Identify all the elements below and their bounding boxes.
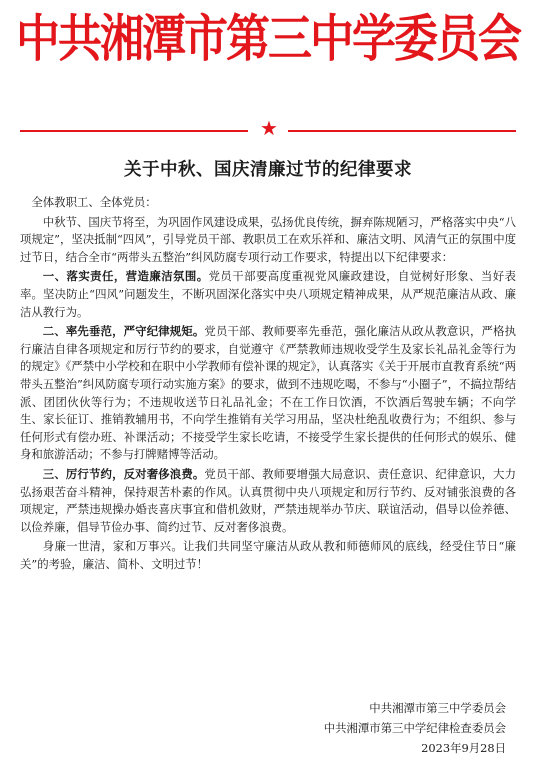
section-2 (20, 323, 516, 464)
red-divider (20, 116, 516, 140)
section-1-heading: 一、落实责任，营造廉洁氛围。 (42, 269, 209, 284)
star-icon: ★ (260, 116, 278, 140)
signature-org-1: 中共湘潭市第三中学委员会 (369, 701, 506, 715)
section-3-text: 党员干部、教师要增强大局意识、责任意识、纪律意识，大力弘扬艰苦奋斗精神，保持艰苦朴素的作风。认真贯彻中央八项规定和厉行节约、反对铺张浪费的各项规定，严禁违规操办婚丧喜庆事宜和借机敛财，严禁违规举办节庆、联谊活动，倡导以俭养德、以俭养廉，倡导节俭办事、简约过节、反对奢侈浪费。 (20, 466, 516, 534)
section-3 (20, 466, 516, 536)
signature-date: 2023年9月28日 (421, 741, 506, 755)
document-body (20, 194, 516, 573)
salutation: 全体教职工、全体党员： (31, 195, 157, 209)
signature-org-2: 中共湘潭市第三中学纪律检查委员会 (323, 721, 506, 735)
section-2-text: 党员干部、教师要率先垂范，强化廉洁从政从教意识，严格执行廉洁自律各项规定和厉行节约的要求，自觉遵守《严禁教师违规收受学生及家长礼品礼金等行为的规定》《严禁中小学校和在职中小学教师有偿补课的规定》，认真落实《关于开展市直教育系统“两带头五整治”纠风防腐专项行动实施方案》的要求，做到不违规吃喝，不参与“小圈子”，不搞拉帮结派、团团伙伙等行为；不违规收送节日礼品礼金；不在工作日饮酒，不饮酒后驾驶车辆；不向学生、家长征订、推销教辅用书，不向学生推销有关学习用品，坚决杜绝乱收费行为；不组织、参与任何形式有偿办班、补课活动；不接受学生家长吃请，不接受学生家长提供的任何形式的娱乐、健身和旅游活动；不参与打牌赌博等活动。 (20, 324, 516, 462)
section-1-text: 党员干部要高度重视党风廉政建设，自觉树好形象、当好表率。坚决防止“四风”问题发生，不断巩固深化落实中央八项规定精神成果，从严规范廉洁从政、廉洁从教行为。 (20, 269, 516, 319)
intro-paragraph: 中秋节、国庆节将至，为巩固作风建设成果，弘扬优良传统，摒弃陈规陋习，严格落实中央“八项规定”，坚决抵制“四风”，引导党员干部、教职员工在欢乐祥和、廉洁文明、风清气正的氛围中度过节日，结合全市“两带头五整治”纠风防腐专项行动工作要求，特提出以下纪律要求： (20, 214, 516, 264)
org-masthead: 中共湘潭市第三中学委员会 (16, 10, 520, 69)
section-2-heading: 二、率先垂范，严守纪律规矩。 (42, 324, 205, 339)
section-3-heading: 三、厉行节约，反对奢侈浪费。 (42, 466, 205, 481)
section-1 (20, 268, 516, 321)
divider-line-left (20, 130, 248, 132)
document-title: 关于中秋、国庆清廉过节的纪律要求 (124, 160, 412, 180)
divider-line-right (288, 130, 516, 132)
closing-paragraph: 身廉一世清，家和万事兴。让我们共同坚守廉洁从政从教和师德师风的底线，经受住节日“廉关”的考验，廉洁、简朴、文明过节！ (20, 539, 516, 571)
